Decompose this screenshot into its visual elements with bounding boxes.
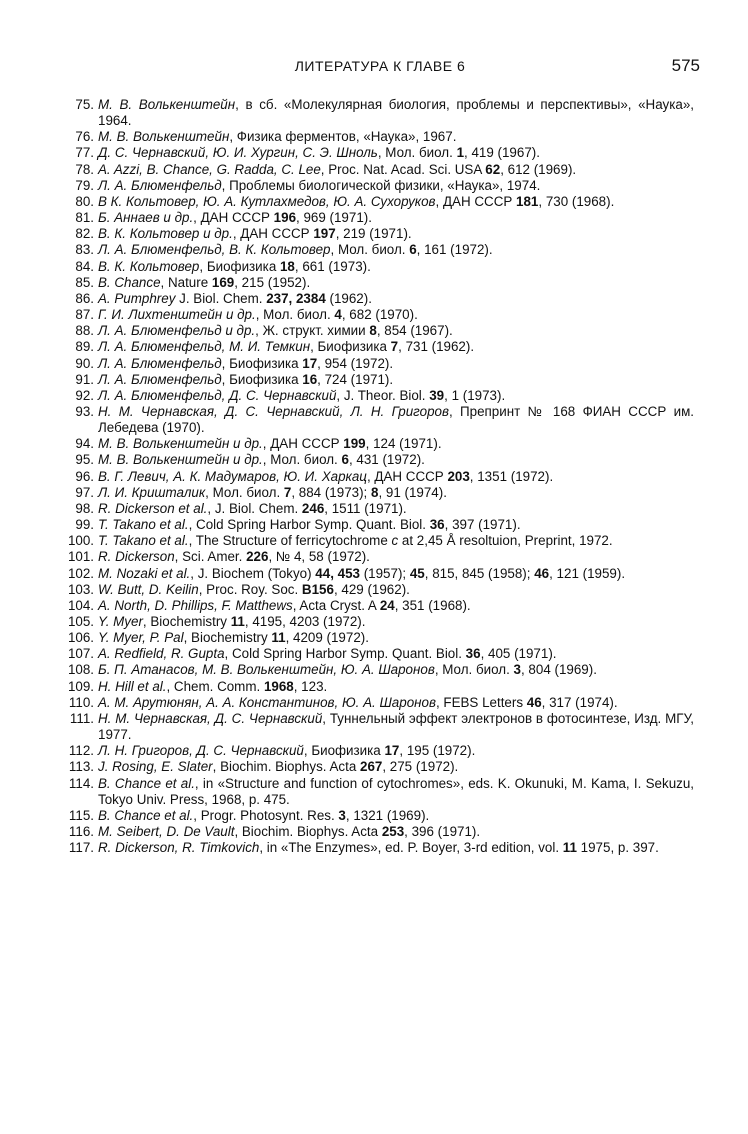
reference-plain-text: , 954 (1972).: [317, 355, 394, 371]
reference-item: [64, 695, 694, 711]
reference-plain-text: , Nature: [160, 274, 212, 290]
reference-plain-text: , 397 (1971).: [444, 517, 521, 533]
reference-plain-text: , Sci. Amer.: [174, 549, 247, 565]
reference-plain-text: , The Structure of ferricytochrome: [188, 533, 392, 549]
reference-volume: 24: [379, 597, 395, 613]
reference-item: [64, 630, 694, 646]
reference-number: 101.: [67, 549, 94, 565]
reference-text: [98, 614, 694, 630]
reference-plain-text: , в сб. «Молекулярная биология, проблемы и перспективы», «Наука», 1964.: [98, 97, 694, 129]
reference-plain-text: , 815, 845 (1958);: [424, 565, 535, 581]
reference-number: 77.: [75, 145, 94, 161]
reference-item: [64, 517, 694, 533]
reference-text: [98, 242, 694, 258]
reference-number: 113.: [68, 759, 94, 775]
reference-item: [64, 436, 694, 452]
reference-text: [98, 711, 694, 743]
reference-item: [64, 582, 694, 598]
reference-italic-text: Л. А. Блюменфельд, Д. С. Чернавский: [98, 387, 337, 403]
reference-italic-text: M. Nozaki et al.: [98, 565, 191, 581]
reference-volume: 39: [429, 387, 445, 403]
reference-number: 82.: [75, 226, 94, 242]
reference-italic-text: Б. Аннаев и др.: [98, 210, 194, 226]
reference-text: [98, 339, 694, 355]
reference-plain-text: , Chem. Comm.: [166, 678, 264, 694]
reference-volume: 62: [485, 161, 501, 177]
reference-number: 79.: [75, 177, 94, 193]
reference-volume: 246: [301, 500, 325, 516]
reference-plain-text: , Progr. Photosynt. Res.: [193, 807, 339, 823]
reference-text: [98, 501, 694, 517]
reference-plain-text: , Acta Cryst. A: [292, 597, 380, 613]
reference-text: [98, 549, 694, 565]
reference-list: [64, 97, 694, 856]
reference-plain-text: , 731 (1962).: [398, 339, 475, 355]
reference-plain-text: , 351 (1968).: [394, 597, 471, 613]
reference-plain-text: , 682 (1970).: [341, 307, 418, 323]
reference-italic-text: В. К. Кольтовер и др.: [98, 226, 233, 242]
reference-item: [64, 323, 694, 339]
reference-text: [98, 743, 694, 759]
page-header: [60, 56, 700, 76]
reference-text: [98, 662, 694, 678]
reference-italic-text: М. В. Волькенштейн: [98, 129, 230, 145]
reference-volume: 1968: [263, 678, 294, 694]
reference-number: 94.: [75, 436, 94, 452]
reference-volume: 11: [562, 840, 577, 856]
reference-italic-text: B. Chance et al.: [98, 807, 194, 823]
reference-plain-text: , J. Biol. Chem.: [207, 500, 302, 516]
reference-plain-text: , 419 (1967).: [464, 145, 540, 161]
reference-text: [98, 517, 694, 533]
reference-italic-text: В. Г. Левич, А. К. Мадумаров, Ю. И. Харкац: [98, 468, 367, 484]
reference-number: 117.: [68, 840, 94, 856]
reference-plain-text: , Ж. структ. химии: [255, 323, 370, 339]
reference-plain-text: , Cold Spring Harbor Symp. Quant. Biol.: [224, 646, 466, 662]
reference-plain-text: , in «Structure and function of cytochromes», eds. K. Okunuki, M. Kama, I. Sekuzu, Tokyo Univ. Press, 1968, p. 475.: [98, 775, 694, 807]
reference-italic-text: Л. А. Блюменфельд: [98, 371, 222, 387]
reference-plain-text: , Proc. Roy. Soc.: [198, 581, 302, 597]
reference-item: [64, 598, 694, 614]
reference-plain-text: , Биофизика: [221, 355, 303, 371]
reference-volume: 36: [465, 646, 481, 662]
reference-plain-text: , 1321 (1969).: [345, 807, 430, 823]
reference-item: [64, 614, 694, 630]
reference-italic-text: Г. И. Лихтенштейн и др.: [98, 307, 256, 323]
reference-number: 105.: [67, 614, 94, 629]
reference-item: [64, 339, 694, 355]
reference-item: [64, 162, 694, 178]
reference-italic-text: M. Seibert, D. De Vault: [98, 824, 235, 840]
reference-plain-text: , 219 (1971).: [335, 226, 412, 242]
reference-italic-text: A. Azzi, B. Chance, G. Radda, C. Lee: [98, 161, 321, 177]
reference-plain-text: , 1 (1973).: [444, 387, 506, 403]
reference-text: [98, 129, 694, 145]
reference-item: [64, 97, 694, 129]
reference-number: 102.: [67, 565, 94, 581]
reference-volume: 197: [313, 226, 336, 242]
reference-plain-text: , Биофизика: [221, 371, 303, 387]
reference-number: 97.: [75, 484, 94, 500]
reference-number: 114.: [68, 775, 94, 791]
reference-volume: 1: [456, 145, 465, 161]
reference-italic-text: Y. Myer: [98, 614, 143, 629]
reference-plain-text: , ДАН СССР: [366, 468, 448, 484]
reference-plain-text: , Proc. Nat. Acad. Sci. USA: [320, 161, 486, 177]
reference-item: [64, 743, 694, 759]
reference-text: [98, 759, 694, 775]
reference-plain-text: , 195 (1972).: [399, 743, 476, 759]
reference-item: [64, 291, 694, 307]
reference-volume: B156: [301, 581, 334, 597]
reference-item: [64, 356, 694, 372]
reference-item: [64, 194, 694, 210]
reference-item: [64, 226, 694, 242]
reference-volume: 226: [246, 549, 269, 565]
reference-plain-text: , Биофизика: [199, 258, 280, 274]
reference-plain-text: , Мол. биол.: [377, 145, 457, 161]
reference-plain-text: , ДАН СССР: [262, 436, 344, 452]
reference-volume: 18: [279, 258, 295, 274]
reference-italic-text: c: [391, 533, 399, 549]
reference-plain-text: , 215 (1952).: [234, 274, 311, 290]
reference-plain-text: , 854 (1967).: [376, 323, 453, 339]
reference-text: [98, 162, 694, 178]
reference-plain-text: , 124 (1971).: [365, 436, 442, 452]
reference-number: 103.: [67, 581, 94, 597]
reference-plain-text: , Мол. биол.: [330, 242, 410, 258]
reference-plain-text: , 431 (1972).: [348, 452, 425, 468]
reference-item: [64, 533, 694, 549]
reference-text: [98, 630, 694, 646]
reference-text: [98, 178, 694, 194]
reference-volume: 253: [381, 824, 405, 840]
reference-plain-text: , Препринт № 168 ФИАН СССР им. Лебедева (1970).: [98, 403, 694, 436]
reference-plain-text: , in «The Enzymes», ed. P. Boyer, 3-rd edition, vol.: [259, 840, 563, 856]
reference-volume: 7: [283, 484, 292, 500]
reference-italic-text: Л. А. Блюменфельд: [98, 177, 222, 193]
reference-plain-text: , 1351 (1972).: [469, 468, 554, 484]
reference-plain-text: , Мол. биол.: [262, 452, 342, 468]
reference-plain-text: , Биофизика: [303, 743, 385, 759]
reference-italic-text: М. В. Волькенштейн и др.: [98, 436, 263, 452]
reference-plain-text: , 317 (1974).: [541, 694, 618, 710]
reference-plain-text: , 4209 (1972).: [285, 630, 369, 646]
reference-item: [64, 242, 694, 258]
reference-plain-text: , 661 (1973).: [294, 258, 371, 274]
reference-volume: 46: [534, 565, 550, 581]
reference-plain-text: at 2,45 Å resoltuion, Preprint, 1972.: [398, 533, 613, 549]
reference-text: [98, 372, 694, 388]
reference-number: 115.: [68, 807, 94, 823]
reference-italic-text: А. М. Арутюнян, А. А. Константинов, Ю. А. Шаронов: [98, 694, 436, 710]
reference-text: [98, 679, 694, 695]
reference-volume: 46: [526, 694, 542, 710]
reference-item: [64, 679, 694, 695]
reference-plain-text: , 730 (1968).: [538, 193, 615, 209]
reference-number: 83.: [75, 242, 94, 258]
reference-italic-text: Л. А. Блюменфельд и др.: [98, 323, 256, 339]
reference-volume: 4: [334, 307, 342, 323]
reference-text: [98, 388, 694, 404]
reference-text: [98, 259, 694, 275]
reference-text: [98, 776, 694, 808]
reference-italic-text: Б. П. Атанасов, М. В. Волькенштейн, Ю. А. Шаронов: [98, 662, 435, 678]
reference-plain-text: , Biochemistry: [142, 614, 231, 629]
reference-plain-text: , J. Theor. Biol.: [336, 387, 430, 403]
reference-plain-text: , Проблемы биологической физики, «Наука», 1974.: [221, 177, 541, 193]
reference-plain-text: , Biochemistry: [183, 630, 272, 646]
reference-item: [64, 178, 694, 194]
reference-text: [98, 194, 694, 210]
reference-plain-text: (1957);: [359, 565, 410, 581]
reference-plain-text: , 91 (1974).: [378, 484, 447, 500]
reference-volume: 11: [271, 630, 286, 646]
reference-item: [64, 646, 694, 662]
reference-italic-text: B. Chance et al.: [98, 775, 195, 791]
reference-volume: 203: [447, 468, 470, 484]
reference-text: [98, 840, 694, 856]
reference-number: 91.: [75, 371, 94, 387]
reference-plain-text: , 429 (1962).: [333, 581, 410, 597]
reference-italic-text: A. Pumphrey: [98, 290, 176, 306]
reference-italic-text: R. Dickerson, R. Timkovich: [98, 840, 260, 856]
reference-item: [64, 824, 694, 840]
reference-plain-text: 1975, p. 397.: [576, 840, 659, 856]
reference-number: 81.: [75, 210, 94, 226]
reference-text: [98, 582, 694, 598]
reference-number: 80.: [75, 193, 94, 209]
reference-plain-text: , Физика ферментов, «Наука», 1967.: [229, 129, 457, 145]
reference-text: [98, 533, 694, 549]
reference-plain-text: , 275 (1972).: [382, 759, 459, 775]
reference-item: [64, 566, 694, 582]
reference-number: 75.: [75, 97, 94, 112]
reference-number: 110.: [68, 694, 94, 710]
reference-plain-text: , J. Biochem (Tokyo): [190, 565, 316, 581]
reference-item: [64, 452, 694, 468]
reference-plain-text: , ДАН СССР: [193, 210, 274, 226]
reference-plain-text: , 1511 (1971).: [324, 500, 407, 516]
reference-italic-text: М. В. Волькенштейн: [98, 97, 236, 112]
reference-plain-text: , 396 (1971).: [404, 824, 481, 840]
reference-italic-text: R. Dickerson et al.: [98, 500, 208, 516]
reference-text: [98, 291, 694, 307]
reference-italic-text: В. К. Кольтовер: [98, 258, 200, 274]
reference-number: 93.: [75, 403, 94, 419]
reference-plain-text: , 804 (1969).: [520, 662, 597, 678]
reference-text: [98, 275, 694, 291]
reference-plain-text: , Cold Spring Harbor Symp. Quant. Biol.: [188, 517, 430, 533]
reference-volume: 7: [390, 339, 399, 355]
reference-volume: 267: [360, 759, 383, 775]
reference-plain-text: , № 4, 58 (1972).: [268, 549, 370, 565]
reference-volume: 36: [429, 517, 445, 533]
reference-plain-text: , 4195, 4203 (1972).: [244, 614, 366, 629]
reference-plain-text: , 884 (1973);: [291, 484, 371, 500]
reference-number: 85.: [75, 274, 94, 290]
reference-volume: 3: [338, 807, 346, 823]
reference-volume: 17: [384, 743, 400, 759]
reference-volume: 3: [513, 662, 521, 678]
reference-number: 90.: [75, 355, 94, 371]
reference-plain-text: , Мол. биол.: [205, 484, 284, 500]
reference-number: 84.: [75, 258, 94, 274]
reference-number: 89.: [75, 339, 94, 355]
reference-plain-text: , 405 (1971).: [480, 646, 557, 662]
reference-item: [64, 210, 694, 226]
reference-italic-text: Y. Myer, P. Pal: [98, 630, 184, 646]
reference-italic-text: A. Redfield, R. Gupta: [98, 646, 225, 662]
reference-number: 88.: [75, 323, 94, 339]
reference-number: 106.: [67, 630, 94, 646]
reference-text: [98, 566, 694, 582]
reference-plain-text: , 121 (1959).: [549, 565, 626, 581]
reference-italic-text: В К. Кольтовер, Ю. А. Кутлахмедов, Ю. А. Сухоруков: [98, 193, 436, 209]
reference-plain-text: , 969 (1971).: [296, 210, 372, 226]
reference-text: [98, 323, 694, 339]
reference-italic-text: R. Dickerson: [98, 549, 175, 565]
reference-text: [98, 307, 694, 323]
reference-item: [64, 259, 694, 275]
reference-volume: 181: [516, 193, 539, 209]
reference-text: [98, 226, 694, 242]
reference-volume: 196: [273, 210, 297, 226]
reference-volume: 199: [343, 436, 366, 452]
reference-number: 96.: [75, 468, 94, 484]
reference-plain-text: , Биофизика: [310, 339, 391, 355]
reference-item: [64, 662, 694, 678]
reference-number: 107.: [67, 646, 94, 662]
reference-number: 111.: [69, 710, 94, 726]
page-number: 575: [671, 56, 700, 75]
reference-item: [64, 711, 694, 743]
reference-number: 100.: [67, 533, 94, 549]
reference-plain-text: , ДАН СССР: [232, 226, 314, 242]
reference-item: [64, 129, 694, 145]
reference-italic-text: J. Rosing, E. Slater: [98, 759, 213, 775]
reference-item: [64, 275, 694, 291]
reference-text: [98, 97, 694, 129]
reference-item: [64, 759, 694, 775]
reference-volume: 11: [230, 614, 245, 629]
reference-number: 95.: [75, 452, 94, 468]
reference-text: [98, 210, 694, 226]
reference-text: [98, 485, 694, 501]
reference-volume: 169: [211, 274, 235, 290]
reference-text: [98, 598, 694, 614]
reference-item: [64, 501, 694, 517]
reference-number: 104.: [67, 597, 94, 613]
reference-italic-text: W. Butt, D. Keilin: [98, 581, 199, 597]
reference-volume: 237, 2384: [266, 290, 326, 306]
reference-italic-text: Л. А. Блюменфельд: [98, 355, 222, 371]
reference-plain-text: , 161 (1972).: [416, 242, 493, 258]
reference-item: [64, 307, 694, 323]
reference-number: 76.: [75, 129, 94, 145]
reference-item: [64, 549, 694, 565]
reference-volume: 45: [409, 565, 425, 581]
reference-number: 108.: [67, 662, 94, 678]
reference-item: [64, 404, 694, 436]
reference-italic-text: Л. А. Блюменфельд, М. И. Темкин: [98, 339, 311, 355]
reference-italic-text: B. Chance: [98, 274, 161, 290]
reference-text: [98, 145, 694, 161]
reference-italic-text: Д. С. Чернавский, Ю. И. Хургин, С. Э. Шноль: [98, 145, 378, 161]
running-title: ЛИТЕРАТУРА К ГЛАВЕ 6: [294, 58, 466, 74]
reference-italic-text: М. В. Волькенштейн и др.: [98, 452, 263, 468]
reference-italic-text: Н. М. Чернавская, Д. С. Чернавский, Л. Н. Григоров: [98, 403, 449, 419]
reference-plain-text: , 612 (1969).: [500, 161, 577, 177]
reference-plain-text: , FEBS Letters: [435, 694, 527, 710]
reference-plain-text: , ДАН СССР: [435, 193, 517, 209]
reference-item: [64, 469, 694, 485]
reference-text: [98, 824, 694, 840]
reference-item: [64, 808, 694, 824]
reference-volume: 44, 453: [315, 565, 360, 581]
reference-number: 98.: [75, 500, 94, 516]
reference-plain-text: , 724 (1971).: [317, 371, 394, 387]
reference-text: [98, 452, 694, 468]
reference-volume: 6: [409, 242, 417, 258]
reference-number: 112.: [68, 743, 94, 759]
reference-italic-text: Л. Н. Григоров, Д. С. Чернавский: [98, 743, 304, 759]
reference-number: 92.: [75, 387, 94, 403]
reference-number: 99.: [75, 517, 94, 533]
reference-text: [98, 436, 694, 452]
reference-volume: 6: [341, 452, 349, 468]
reference-text: [98, 404, 694, 436]
reference-text: [98, 356, 694, 372]
reference-item: [64, 840, 694, 856]
reference-plain-text: , Мол. биол.: [255, 307, 335, 323]
reference-italic-text: T. Takano et al.: [98, 517, 189, 533]
reference-number: 116.: [68, 824, 94, 840]
reference-item: [64, 388, 694, 404]
reference-plain-text: (1962).: [325, 290, 372, 306]
reference-number: 109.: [67, 678, 94, 694]
reference-volume: 16: [302, 371, 318, 387]
reference-italic-text: H. Hill et al.: [98, 678, 167, 694]
reference-plain-text: , Biochim. Biophys. Acta: [212, 759, 360, 775]
reference-italic-text: A. North, D. Phillips, F. Matthews: [98, 597, 293, 613]
reference-text: [98, 695, 694, 711]
reference-plain-text: , Туннельный эффект электронов в фотосинтезе, Изд. МГУ, 1977.: [98, 710, 694, 743]
reference-italic-text: T. Takano et al.: [98, 533, 189, 549]
reference-volume: 8: [371, 484, 379, 500]
reference-item: [64, 145, 694, 161]
reference-item: [64, 776, 694, 808]
reference-text: [98, 646, 694, 662]
reference-italic-text: Л. А. Блюменфельд, В. К. Кольтовер: [98, 242, 331, 258]
reference-item: [64, 485, 694, 501]
reference-italic-text: Л. И. Кришталик: [98, 484, 206, 500]
reference-text: [98, 469, 694, 485]
reference-text: [98, 808, 694, 824]
reference-plain-text: , Мол. биол.: [434, 662, 514, 678]
reference-number: 78.: [75, 161, 94, 177]
reference-plain-text: , Biochim. Biophys. Acta: [234, 824, 382, 840]
reference-plain-text: J. Biol. Chem.: [175, 290, 267, 306]
reference-item: [64, 372, 694, 388]
reference-volume: 8: [369, 323, 377, 339]
reference-number: 87.: [75, 307, 94, 323]
reference-italic-text: Н. М. Чернавская, Д. С. Чернавский: [98, 710, 323, 726]
reference-plain-text: , 123.: [293, 678, 328, 694]
reference-volume: 17: [302, 355, 318, 371]
reference-number: 86.: [75, 290, 94, 306]
